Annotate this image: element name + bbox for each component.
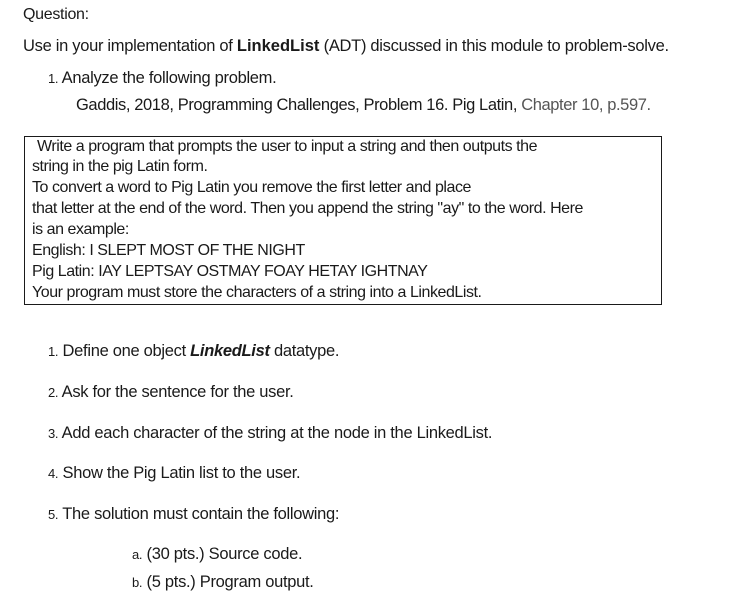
example-english: English: I SLEPT MOST OF THE NIGHT (32, 242, 305, 259)
sub-item (132, 545, 302, 564)
intro-after: (ADT) discussed in this module to problem-solve. (319, 37, 669, 55)
problem-box (24, 136, 662, 305)
step-item (48, 383, 294, 402)
sub-letter: b. (132, 575, 143, 590)
sub-item (132, 573, 314, 592)
step-text: Ask for the sentence for the user. (61, 383, 294, 401)
problem-line: is an example: (32, 221, 129, 238)
step-number: 3. (48, 426, 59, 441)
step-text: Show the Pig Latin list to the user. (62, 464, 301, 482)
step-linkedlist: LinkedList (190, 342, 270, 360)
step-text: The solution must contain the following: (62, 505, 340, 523)
problem-line: string in the pig Latin form. (32, 158, 208, 175)
citation-main: Gaddis, 2018, Programming Challenges, Problem 16. Pig Latin, (76, 96, 522, 114)
problem-line: that letter at the end of the word. Then you append the string "ay" to the word. Here (32, 200, 583, 217)
question-label: Question: (23, 6, 89, 23)
citation (76, 96, 651, 115)
step-text: datatype. (269, 342, 340, 360)
intro-before: Use in your implementation of (23, 37, 237, 55)
step-item (48, 342, 339, 361)
sub-letter: a. (132, 547, 143, 562)
intro-text (23, 37, 669, 56)
problem-line: Write a program that prompts the user to input a string and then outputs the (37, 138, 538, 155)
step-number: 5. (48, 507, 59, 522)
step-number: 1. (48, 344, 59, 359)
citation-chapter: Chapter 10, p.597. (521, 96, 651, 114)
step-item (48, 505, 339, 524)
analyze-item (48, 69, 276, 88)
problem-line: To convert a word to Pig Latin you remove the first letter and place (32, 179, 471, 196)
step-item (48, 424, 492, 443)
sub-text: (5 pts.) Program output. (146, 573, 314, 591)
step-number: 4. (48, 466, 59, 481)
sub-text: (30 pts.) Source code. (146, 545, 303, 563)
step-text: Add each character of the string at the node in the LinkedList. (61, 424, 493, 442)
analyze-item-text: Analyze the following problem. (61, 69, 277, 87)
example-pig-latin: Pig Latin: IAY LEPTSAY OSTMAY FOAY HETAY IGHTNAY (32, 263, 428, 280)
step-item (48, 464, 300, 483)
problem-line: Your program must store the characters of a string into a LinkedList. (32, 284, 482, 301)
intro-linkedlist: LinkedList (236, 37, 320, 55)
analyze-item-number: 1. (48, 71, 59, 86)
step-number: 2. (48, 385, 59, 400)
step-text: Define one object (62, 342, 191, 360)
